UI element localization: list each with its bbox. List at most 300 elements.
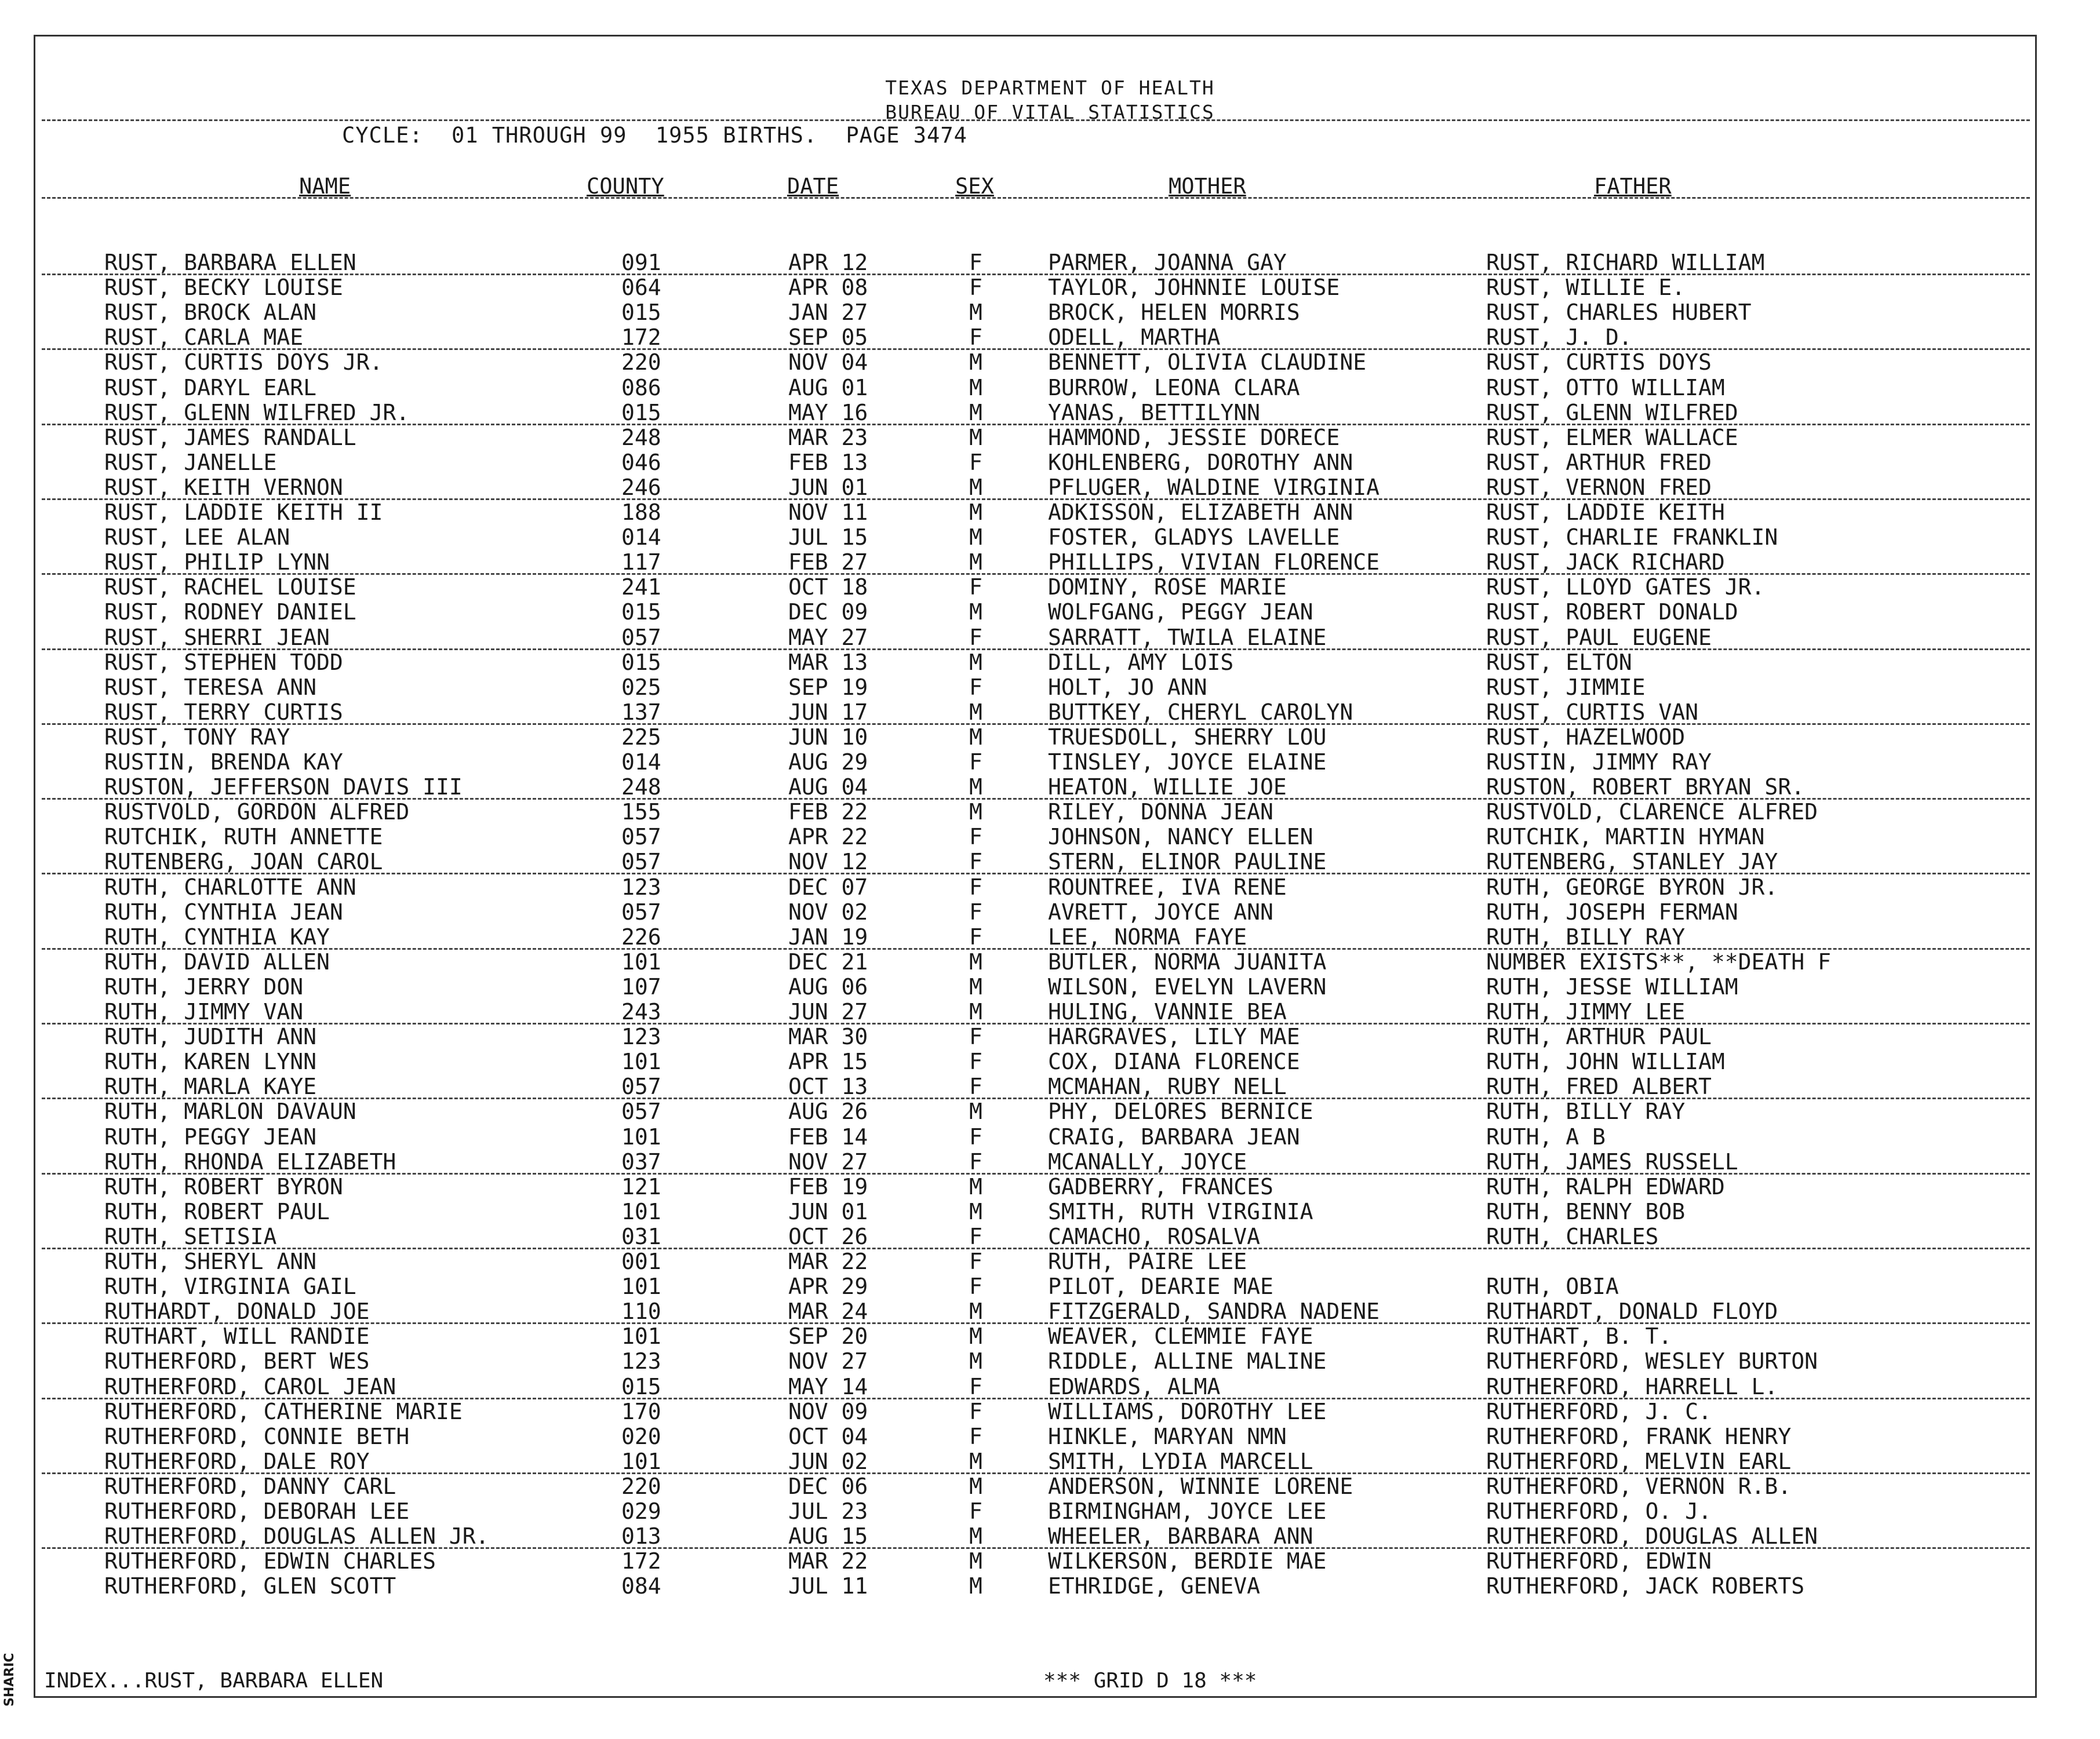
table-row bbox=[0, 275, 2100, 300]
table-row bbox=[0, 350, 2100, 375]
cell-mother: ODELL, MARTHA bbox=[1048, 325, 1221, 350]
cell-name: RUTHERFORD, DEBORAH LEE bbox=[104, 1499, 410, 1524]
cell-name: RUST, CARLA MAE bbox=[104, 325, 304, 350]
table-row bbox=[0, 825, 2100, 850]
table-row bbox=[0, 775, 2100, 800]
cell-mother: HEATON, WILLIE JOE bbox=[1048, 774, 1287, 800]
cell-mother: PFLUGER, WALDINE VIRGINIA bbox=[1048, 475, 1380, 500]
cell-county: 123 bbox=[621, 1348, 661, 1374]
cell-date: JAN 27 bbox=[788, 300, 868, 325]
cell-mother: SMITH, RUTH VIRGINIA bbox=[1048, 1199, 1313, 1224]
cell-county: 015 bbox=[621, 1374, 661, 1399]
cell-date: DEC 09 bbox=[788, 599, 868, 625]
table-row bbox=[0, 425, 2100, 450]
cell-sex: F bbox=[969, 1499, 982, 1524]
year-births: 1955 BIRTHS. bbox=[655, 123, 818, 148]
cell-sex: F bbox=[969, 849, 982, 874]
table-row bbox=[0, 400, 2100, 425]
cell-father: RUST, OTTO WILLIAM bbox=[1486, 375, 1725, 400]
table-row bbox=[0, 1274, 2100, 1299]
table-row bbox=[0, 725, 2100, 750]
cell-county: 029 bbox=[621, 1499, 661, 1524]
table-row bbox=[0, 1549, 2100, 1574]
cell-name: RUTHERFORD, CAROL JEAN bbox=[104, 1374, 396, 1399]
cell-mother: BUTLER, NORMA JUANITA bbox=[1048, 949, 1327, 975]
cell-date: JUN 01 bbox=[788, 475, 868, 500]
cell-father: RUTHERFORD, DOUGLAS ALLEN bbox=[1486, 1523, 1818, 1549]
cell-father: RUTHERFORD, O. J. bbox=[1486, 1499, 1712, 1524]
cell-mother: PHILLIPS, VIVIAN FLORENCE bbox=[1048, 549, 1380, 575]
table-row bbox=[0, 1449, 2100, 1474]
cell-county: 015 bbox=[621, 300, 661, 325]
cell-sex: M bbox=[969, 799, 982, 825]
table-row bbox=[0, 375, 2100, 400]
cell-sex: F bbox=[969, 1074, 982, 1099]
cell-sex: M bbox=[969, 425, 982, 450]
cell-mother: DILL, AMY LOIS bbox=[1048, 650, 1234, 675]
cell-mother: ADKISSON, ELIZABETH ANN bbox=[1048, 500, 1353, 525]
cell-sex: M bbox=[969, 475, 982, 500]
table-row bbox=[0, 1299, 2100, 1324]
cell-mother: HARGRAVES, LILY MAE bbox=[1048, 1024, 1300, 1049]
table-row bbox=[0, 475, 2100, 500]
cell-county: 137 bbox=[621, 699, 661, 725]
cell-mother: WEAVER, CLEMMIE FAYE bbox=[1048, 1324, 1313, 1349]
cell-date: DEC 06 bbox=[788, 1474, 868, 1499]
cell-date: FEB 22 bbox=[788, 799, 868, 825]
cell-sex: M bbox=[969, 524, 982, 550]
cell-mother: KOHLENBERG, DOROTHY ANN bbox=[1048, 450, 1353, 475]
cell-father: RUTH, BILLY RAY bbox=[1486, 1099, 1686, 1124]
cell-name: RUTHERFORD, EDWIN CHARLES bbox=[104, 1548, 436, 1574]
cell-name: RUST, GLENN WILFRED JR. bbox=[104, 400, 410, 425]
cell-mother: YANAS, BETTILYNN bbox=[1048, 400, 1261, 425]
cell-date: OCT 26 bbox=[788, 1224, 868, 1249]
table-row bbox=[0, 1224, 2100, 1249]
table-row bbox=[0, 625, 2100, 650]
cell-county: 220 bbox=[621, 1474, 661, 1499]
cell-county: 155 bbox=[621, 799, 661, 825]
cell-father: RUTH, FRED ALBERT bbox=[1486, 1074, 1712, 1099]
cell-sex: M bbox=[969, 1174, 982, 1200]
cell-date: NOV 11 bbox=[788, 500, 868, 525]
cell-mother: ROUNTREE, IVA RENE bbox=[1048, 874, 1287, 900]
cell-name: RUTH, JERRY DON bbox=[104, 974, 304, 1000]
cell-county: 057 bbox=[621, 1074, 661, 1099]
cell-sex: M bbox=[969, 1474, 982, 1499]
cell-father: RUST, CURTIS VAN bbox=[1486, 699, 1699, 725]
cell-county: 101 bbox=[621, 949, 661, 975]
cell-date: MAR 24 bbox=[788, 1299, 868, 1324]
cell-county: 025 bbox=[621, 675, 661, 700]
cell-name: RUTH, RHONDA ELIZABETH bbox=[104, 1149, 396, 1175]
cell-county: 084 bbox=[621, 1573, 661, 1599]
cell-father: RUTHERFORD, J. C. bbox=[1486, 1399, 1712, 1424]
cell-county: 057 bbox=[621, 849, 661, 874]
table-row bbox=[0, 800, 2100, 825]
cell-name: RUTH, SETISIA bbox=[104, 1224, 277, 1249]
cell-father: RUTH, ARTHUR PAUL bbox=[1486, 1024, 1712, 1049]
cell-county: 101 bbox=[621, 1049, 661, 1074]
cell-name: RUTH, CHARLOTTE ANN bbox=[104, 874, 356, 900]
cell-date: OCT 04 bbox=[788, 1424, 868, 1449]
cell-date: APR 15 bbox=[788, 1049, 868, 1074]
table-row bbox=[0, 750, 2100, 775]
cell-county: 226 bbox=[621, 924, 661, 950]
cell-mother: STERN, ELINOR PAULINE bbox=[1048, 849, 1327, 874]
table-row bbox=[0, 1349, 2100, 1374]
cell-father: RUST, ELMER WALLACE bbox=[1486, 425, 1738, 450]
cell-sex: F bbox=[969, 625, 982, 650]
column-header-mother: MOTHER bbox=[1169, 174, 1246, 199]
cell-sex: F bbox=[969, 824, 982, 850]
cell-name: RUST, LADDIE KEITH II bbox=[104, 500, 383, 525]
cell-date: JUL 15 bbox=[788, 524, 868, 550]
table-row bbox=[0, 950, 2100, 975]
table-row bbox=[0, 1499, 2100, 1524]
cell-father: RUTHERFORD, JACK ROBERTS bbox=[1486, 1573, 1805, 1599]
cell-mother: AVRETT, JOYCE ANN bbox=[1048, 899, 1273, 925]
cell-mother: WILLIAMS, DOROTHY LEE bbox=[1048, 1399, 1327, 1424]
table-row bbox=[0, 1025, 2100, 1049]
cell-mother: RUTH, PAIRE LEE bbox=[1048, 1249, 1247, 1274]
table-row bbox=[0, 875, 2100, 900]
cell-name: RUTHART, WILL RANDIE bbox=[104, 1324, 370, 1349]
cell-name: RUTHARDT, DONALD JOE bbox=[104, 1299, 370, 1324]
cell-date: OCT 13 bbox=[788, 1074, 868, 1099]
cell-sex: M bbox=[969, 699, 982, 725]
cell-name: RUSTVOLD, GORDON ALFRED bbox=[104, 799, 410, 825]
cell-father: RUTCHIK, MARTIN HYMAN bbox=[1486, 824, 1765, 850]
cell-date: NOV 04 bbox=[788, 349, 868, 375]
cell-name: RUST, KEITH VERNON bbox=[104, 475, 343, 500]
cell-date: APR 29 bbox=[788, 1274, 868, 1299]
table-row bbox=[0, 975, 2100, 1000]
cell-county: 107 bbox=[621, 974, 661, 1000]
table-row bbox=[0, 600, 2100, 625]
cell-name: RUTH, KAREN LYNN bbox=[104, 1049, 317, 1074]
cell-sex: M bbox=[969, 1299, 982, 1324]
cell-sex: F bbox=[969, 924, 982, 950]
cell-date: JUN 27 bbox=[788, 999, 868, 1025]
cell-date: MAR 22 bbox=[788, 1249, 868, 1274]
cell-county: 020 bbox=[621, 1424, 661, 1449]
cell-father: RUTHERFORD, EDWIN bbox=[1486, 1548, 1712, 1574]
cell-name: RUTCHIK, RUTH ANNETTE bbox=[104, 824, 383, 850]
cell-father: RUTH, BILLY RAY bbox=[1486, 924, 1686, 950]
cell-name: RUST, RODNEY DANIEL bbox=[104, 599, 356, 625]
cell-county: 091 bbox=[621, 250, 661, 275]
cell-mother: HAMMOND, JESSIE DORECE bbox=[1048, 425, 1340, 450]
cell-father: RUST, ELTON bbox=[1486, 650, 1632, 675]
cell-county: 013 bbox=[621, 1523, 661, 1549]
table-row bbox=[0, 325, 2100, 350]
cell-date: FEB 27 bbox=[788, 549, 868, 575]
cell-name: RUTHERFORD, GLEN SCOTT bbox=[104, 1573, 396, 1599]
cell-date: NOV 12 bbox=[788, 849, 868, 874]
cell-father: RUST, CHARLIE FRANKLIN bbox=[1486, 524, 1778, 550]
cell-date: JUL 23 bbox=[788, 1499, 868, 1524]
cell-father: RUTH, OBIA bbox=[1486, 1274, 1619, 1299]
cell-mother: SARRATT, TWILA ELAINE bbox=[1048, 625, 1327, 650]
cell-father: RUTH, JAMES RUSSELL bbox=[1486, 1149, 1738, 1175]
cell-date: JAN 19 bbox=[788, 924, 868, 950]
cell-father: RUST, RICHARD WILLIAM bbox=[1486, 250, 1765, 275]
cell-date: MAR 30 bbox=[788, 1024, 868, 1049]
cell-date: MAY 27 bbox=[788, 625, 868, 650]
cell-sex: F bbox=[969, 1149, 982, 1175]
cell-mother: EDWARDS, ALMA bbox=[1048, 1374, 1221, 1399]
cell-date: JUN 01 bbox=[788, 1199, 868, 1224]
cell-mother: MCANALLY, JOYCE bbox=[1048, 1149, 1247, 1175]
cell-sex: F bbox=[969, 1424, 982, 1449]
cell-mother: HOLT, JO ANN bbox=[1048, 675, 1207, 700]
cell-mother: ETHRIDGE, GENEVA bbox=[1048, 1573, 1261, 1599]
cell-county: 123 bbox=[621, 874, 661, 900]
cell-sex: M bbox=[969, 300, 982, 325]
cell-sex: F bbox=[969, 1224, 982, 1249]
cell-father: RUST, HAZELWOOD bbox=[1486, 724, 1686, 750]
cell-name: RUTH, SHERYL ANN bbox=[104, 1249, 317, 1274]
cell-date: NOV 27 bbox=[788, 1348, 868, 1374]
cell-date: APR 08 bbox=[788, 275, 868, 300]
table-row bbox=[0, 900, 2100, 925]
cell-name: RUTHERFORD, BERT WES bbox=[104, 1348, 370, 1374]
cell-date: APR 12 bbox=[788, 250, 868, 275]
cell-mother: BENNETT, OLIVIA CLAUDINE bbox=[1048, 349, 1367, 375]
cell-name: RUTH, PEGGY JEAN bbox=[104, 1124, 317, 1150]
cell-sex: M bbox=[969, 949, 982, 975]
cell-name: RUST, DARYL EARL bbox=[104, 375, 317, 400]
cell-mother: FITZGERALD, SANDRA NADENE bbox=[1048, 1299, 1380, 1324]
cell-name: RUTH, MARLA KAYE bbox=[104, 1074, 317, 1099]
cell-father: RUTH, A B bbox=[1486, 1124, 1606, 1150]
cell-mother: ANDERSON, WINNIE LORENE bbox=[1048, 1474, 1353, 1499]
cell-county: 101 bbox=[621, 1274, 661, 1299]
cell-county: 243 bbox=[621, 999, 661, 1025]
cell-date: JUN 02 bbox=[788, 1449, 868, 1474]
table-row bbox=[0, 1074, 2100, 1099]
cell-name: RUTH, JIMMY VAN bbox=[104, 999, 304, 1025]
cell-name: RUTHERFORD, DOUGLAS ALLEN JR. bbox=[104, 1523, 489, 1549]
cell-name: RUTH, DAVID ALLEN bbox=[104, 949, 330, 975]
cell-father: RUTHART, B. T. bbox=[1486, 1324, 1672, 1349]
cell-county: 057 bbox=[621, 899, 661, 925]
cell-mother: COX, DIANA FLORENCE bbox=[1048, 1049, 1300, 1074]
table-row bbox=[0, 925, 2100, 950]
cell-county: 225 bbox=[621, 724, 661, 750]
cell-county: 101 bbox=[621, 1324, 661, 1349]
cell-sex: F bbox=[969, 325, 982, 350]
cell-father: RUST, PAUL EUGENE bbox=[1486, 625, 1712, 650]
grid-footer: *** GRID D 18 *** bbox=[1043, 1669, 1257, 1693]
table-row bbox=[0, 450, 2100, 475]
cell-date: JUL 11 bbox=[788, 1573, 868, 1599]
cell-county: 046 bbox=[621, 450, 661, 475]
cell-father: RUST, LADDIE KEITH bbox=[1486, 500, 1725, 525]
table-row bbox=[0, 500, 2100, 525]
cell-county: 057 bbox=[621, 824, 661, 850]
table-row bbox=[0, 700, 2100, 725]
cell-date: NOV 09 bbox=[788, 1399, 868, 1424]
cell-date: NOV 02 bbox=[788, 899, 868, 925]
cell-date: AUG 26 bbox=[788, 1099, 868, 1124]
cell-mother: DOMINY, ROSE MARIE bbox=[1048, 574, 1287, 600]
page-number: PAGE 3474 bbox=[846, 123, 967, 148]
cell-father: RUST, CURTIS DOYS bbox=[1486, 349, 1712, 375]
cycle-label: CYCLE: bbox=[342, 123, 423, 148]
bureau-title: BUREAU OF VITAL STATISTICS bbox=[885, 101, 1215, 123]
cell-county: 248 bbox=[621, 774, 661, 800]
table-row bbox=[0, 675, 2100, 700]
cell-mother: PARMER, JOANNA GAY bbox=[1048, 250, 1287, 275]
table-row bbox=[0, 850, 2100, 874]
cell-county: 170 bbox=[621, 1399, 661, 1424]
cell-sex: F bbox=[969, 874, 982, 900]
cell-mother: TINSLEY, JOYCE ELAINE bbox=[1048, 749, 1327, 775]
cell-father: RUST, ARTHUR FRED bbox=[1486, 450, 1712, 475]
cell-father: RUTHERFORD, WESLEY BURTON bbox=[1486, 1348, 1818, 1374]
cell-sex: M bbox=[969, 1573, 982, 1599]
cell-county: 188 bbox=[621, 500, 661, 525]
table-row bbox=[0, 250, 2100, 275]
cell-mother: WOLFGANG, PEGGY JEAN bbox=[1048, 599, 1313, 625]
cell-date: DEC 21 bbox=[788, 949, 868, 975]
cell-father: RUST, GLENN WILFRED bbox=[1486, 400, 1738, 425]
cell-name: RUTH, JUDITH ANN bbox=[104, 1024, 317, 1049]
table-row bbox=[0, 1150, 2100, 1175]
cell-county: 101 bbox=[621, 1449, 661, 1474]
cell-mother: BIRMINGHAM, JOYCE LEE bbox=[1048, 1499, 1327, 1524]
cell-sex: M bbox=[969, 1523, 982, 1549]
cell-county: 015 bbox=[621, 599, 661, 625]
cell-county: 057 bbox=[621, 1099, 661, 1124]
cell-mother: RIDDLE, ALLINE MALINE bbox=[1048, 1348, 1327, 1374]
cell-sex: F bbox=[969, 675, 982, 700]
cell-mother: LEE, NORMA FAYE bbox=[1048, 924, 1247, 950]
cell-name: RUST, TONY RAY bbox=[104, 724, 290, 750]
cell-county: 123 bbox=[621, 1024, 661, 1049]
table-row bbox=[0, 1175, 2100, 1200]
cell-sex: M bbox=[969, 500, 982, 525]
cell-father: RUTHERFORD, MELVIN EARL bbox=[1486, 1449, 1792, 1474]
cell-name: RUTH, MARLON DAVAUN bbox=[104, 1099, 356, 1124]
table-row bbox=[0, 1574, 2100, 1599]
cell-name: RUST, BARBARA ELLEN bbox=[104, 250, 356, 275]
cell-father: RUSTIN, JIMMY RAY bbox=[1486, 749, 1712, 775]
table-row bbox=[0, 575, 2100, 600]
cell-father: RUTHERFORD, HARRELL L. bbox=[1486, 1374, 1778, 1399]
cell-father: RUTH, CHARLES bbox=[1486, 1224, 1659, 1249]
cell-sex: M bbox=[969, 549, 982, 575]
cell-date: AUG 04 bbox=[788, 774, 868, 800]
cell-name: RUTH, CYNTHIA JEAN bbox=[104, 899, 343, 925]
cell-county: 246 bbox=[621, 475, 661, 500]
column-header-name: NAME bbox=[299, 174, 351, 199]
table-row bbox=[0, 1000, 2100, 1025]
cell-father: RUST, ROBERT DONALD bbox=[1486, 599, 1738, 625]
cell-father: NUMBER EXISTS**, **DEATH F bbox=[1486, 949, 1831, 975]
cell-father: RUST, JACK RICHARD bbox=[1486, 549, 1725, 575]
table-row bbox=[0, 1049, 2100, 1074]
cell-mother: TAYLOR, JOHNNIE LOUISE bbox=[1048, 275, 1340, 300]
cell-mother: BUTTKEY, CHERYL CAROLYN bbox=[1048, 699, 1353, 725]
cell-name: RUST, SHERRI JEAN bbox=[104, 625, 330, 650]
cell-sex: M bbox=[969, 724, 982, 750]
cell-county: 057 bbox=[621, 625, 661, 650]
cell-county: 241 bbox=[621, 574, 661, 600]
cell-mother: JOHNSON, NANCY ELLEN bbox=[1048, 824, 1313, 850]
cell-county: 015 bbox=[621, 400, 661, 425]
cell-father: RUTH, JOHN WILLIAM bbox=[1486, 1049, 1725, 1074]
cell-sex: F bbox=[969, 1274, 982, 1299]
column-header-father: FATHER bbox=[1594, 174, 1672, 199]
cell-sex: M bbox=[969, 650, 982, 675]
cell-date: OCT 18 bbox=[788, 574, 868, 600]
cell-name: RUTHERFORD, CATHERINE MARIE bbox=[104, 1399, 463, 1424]
cell-county: 031 bbox=[621, 1224, 661, 1249]
cell-mother: WILSON, EVELYN LAVERN bbox=[1048, 974, 1327, 1000]
cell-county: 110 bbox=[621, 1299, 661, 1324]
cell-county: 172 bbox=[621, 325, 661, 350]
cell-mother: GADBERRY, FRANCES bbox=[1048, 1174, 1273, 1200]
cell-name: RUTH, ROBERT BYRON bbox=[104, 1174, 343, 1200]
cell-county: 014 bbox=[621, 524, 661, 550]
table-row bbox=[0, 525, 2100, 550]
cell-mother: HINKLE, MARYAN NMN bbox=[1048, 1424, 1287, 1449]
cell-father: RUTHERFORD, VERNON R.B. bbox=[1486, 1474, 1792, 1499]
cell-sex: M bbox=[969, 599, 982, 625]
table-row bbox=[0, 550, 2100, 575]
column-header-date: DATE bbox=[787, 174, 839, 199]
column-header-sex: SEX bbox=[955, 174, 994, 199]
index-footer: INDEX...RUST, BARBARA ELLEN bbox=[44, 1669, 384, 1693]
cell-county: 014 bbox=[621, 749, 661, 775]
cell-sex: M bbox=[969, 375, 982, 400]
cell-name: RUSTON, JEFFERSON DAVIS III bbox=[104, 774, 463, 800]
cell-name: RUST, JANELLE bbox=[104, 450, 277, 475]
table-row bbox=[0, 300, 2100, 325]
cell-date: AUG 06 bbox=[788, 974, 868, 1000]
cell-date: MAR 13 bbox=[788, 650, 868, 675]
cell-sex: F bbox=[969, 1249, 982, 1274]
cell-mother: TRUESDOLL, SHERRY LOU bbox=[1048, 724, 1327, 750]
cell-county: 220 bbox=[621, 349, 661, 375]
cell-father: RUTH, JOSEPH FERMAN bbox=[1486, 899, 1738, 925]
cell-county: 101 bbox=[621, 1124, 661, 1150]
cell-father: RUTHARDT, DONALD FLOYD bbox=[1486, 1299, 1778, 1324]
cell-mother: CAMACHO, ROSALVA bbox=[1048, 1224, 1261, 1249]
cell-name: RUTH, CYNTHIA KAY bbox=[104, 924, 330, 950]
cell-sex: F bbox=[969, 250, 982, 275]
cell-sex: F bbox=[969, 1374, 982, 1399]
cell-date: FEB 13 bbox=[788, 450, 868, 475]
cell-sex: F bbox=[969, 899, 982, 925]
cell-name: RUTH, VIRGINIA GAIL bbox=[104, 1274, 356, 1299]
cell-county: 086 bbox=[621, 375, 661, 400]
cell-county: 121 bbox=[621, 1174, 661, 1200]
cell-date: MAR 23 bbox=[788, 425, 868, 450]
cell-sex: M bbox=[969, 1348, 982, 1374]
cell-father: RUTH, RALPH EDWARD bbox=[1486, 1174, 1725, 1200]
column-header-county: COUNTY bbox=[587, 174, 664, 199]
cell-sex: F bbox=[969, 749, 982, 775]
cell-sex: F bbox=[969, 1024, 982, 1049]
cell-name: RUST, TERRY CURTIS bbox=[104, 699, 343, 725]
cell-date: FEB 14 bbox=[788, 1124, 868, 1150]
cell-date: MAY 14 bbox=[788, 1374, 868, 1399]
cell-sex: M bbox=[969, 974, 982, 1000]
